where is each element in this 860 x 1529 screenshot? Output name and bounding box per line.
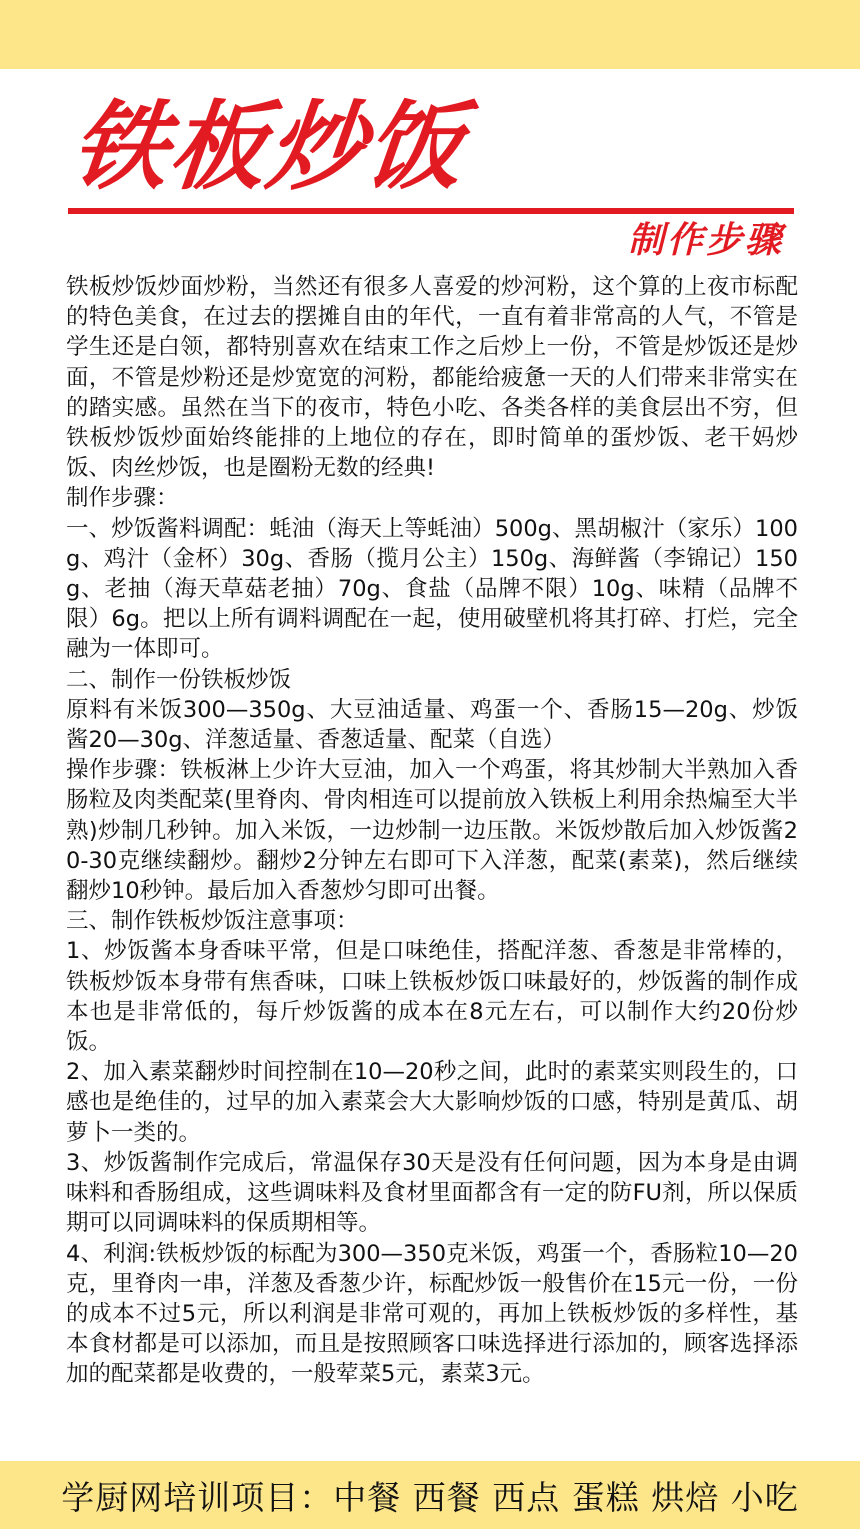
top-banner <box>0 0 860 69</box>
article-body <box>66 272 798 1390</box>
page-title: 铁板炒饭 <box>65 91 470 203</box>
title-underline <box>68 208 794 214</box>
sauce-recipe-paragraph: 一、炒饭酱料调配：蚝油（海天上等蚝油）500g、黑胡椒汁（家乐）100g、鸡汁（金杯）30g、香肠（揽月公主）150g、海鲜酱（李锦记）150g、老抽（海天草菇老抽）70g、食盐（品牌不限）10g、味精（品牌不限）6g。把以上所有调料调配在一起，使用破壁机将其打碎、打烂，完全融为一体即可。 <box>66 515 798 663</box>
footer-text: 学厨网培训项目：中餐 西餐 西点 蛋糕 烘焙 小吃 <box>61 1477 799 1517</box>
section-two-heading: 二、制作一份铁板炒饭 <box>66 666 292 693</box>
note-3-paragraph: 3、炒饭酱制作完成后，常温保存30天是没有任何问题，因为本身是由调味料和香肠组成，这些调味料及食材里面都含有一定的防FU剂，所以保质期可以同调味料的保质期相等。 <box>66 1149 798 1237</box>
page-subtitle: 制作步骤 <box>627 220 784 261</box>
section-three-heading: 三、制作铁板炒饭注意事项： <box>66 908 359 935</box>
intro-paragraph: 铁板炒饭炒面炒粉，当然还有很多人喜爱的炒河粉，这个算的上夜市标配的特色美食，在过去的摆摊自由的年代，一直有着非常高的人气，不管是学生还是白领，都特别喜欢在结束工作之后炒上一份，不管是炒饭还是炒面，不管是炒粉还是炒宽宽的河粉，都能给疲惫一天的人们带来非常实在的踏实感。虽然在当下的夜市，特色小吃、各类各样的美食层出不穷，但铁板炒饭炒面始终能排的上地位的存在，即时简单的蛋炒饭、老干妈炒饭、肉丝炒饭，也是圈粉无数的经典! <box>66 274 798 482</box>
note-4-paragraph: 4、利润:铁板炒饭的标配为300—350克米饭，鸡蛋一个，香肠粒10—20克，里脊肉一串，洋葱及香葱少许，标配炒饭一般售价在15元一份，一份的成本不过5元，所以利润是非常可观的，再加上铁板炒饭的多样性，基本食材都是可以添加，而且是按照顾客口味选择进行添加的，顾客选择添加的配菜都是收费的，一般荤菜5元，素菜3元。 <box>66 1240 798 1388</box>
footer-banner <box>0 1461 860 1529</box>
ingredients-paragraph: 原料有米饭300—350g、大豆油适量、鸡蛋一个、香肠15—20g、炒饭酱20—30g、洋葱适量、香葱适量、配菜（自选） <box>66 696 798 754</box>
procedure-paragraph: 操作步骤：铁板淋上少许大豆油，加入一个鸡蛋，将其炒制大半熟加入香肠粒及肉类配菜(里脊肉、骨肉相连可以提前放入铁板上利用余热煸至大半熟)炒制几秒钟。加入米饭，一边炒制一边压散。米饭炒散后加入炒饭酱20-30克继续翻炒。翻炒2分钟左右即可下入洋葱，配菜(素菜)，然后继续翻炒10秒钟。最后加入香葱炒匀即可出餐。 <box>66 757 798 905</box>
steps-heading: 制作步骤： <box>66 485 179 512</box>
note-1-paragraph: 1、炒饭酱本身香味平常，但是口味绝佳，搭配洋葱、香葱是非常棒的，铁板炒饭本身带有焦香味，口味上铁板炒饭口味最好的，炒饭酱的制作成本也是非常低的，每斤炒饭酱的成本在8元左右，可以制作大约20份炒饭。 <box>66 938 798 1056</box>
note-2-paragraph: 2、加入素菜翻炒时间控制在10—20秒之间，此时的素菜实则段生的，口感也是绝佳的，过早的加入素菜会大大影响炒饭的口感，特别是黄瓜、胡萝卜一类的。 <box>66 1059 798 1146</box>
